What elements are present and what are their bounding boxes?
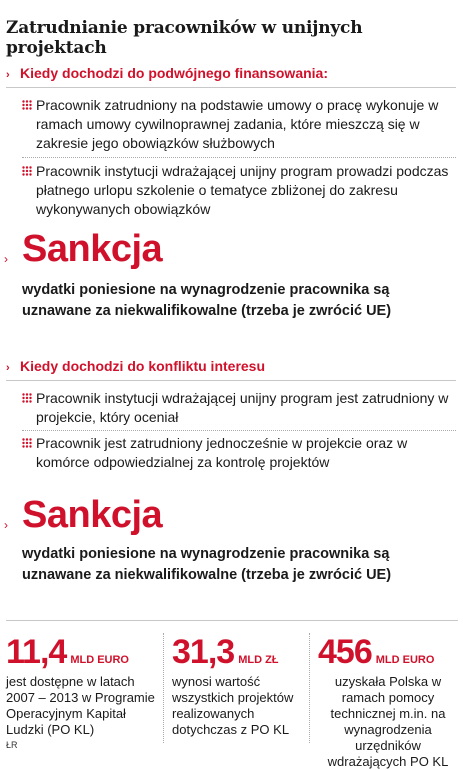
list-item-text: Pracownik instytucji wdrażającej unijny program jest zatrudniony w projekcie, który oceniał [36, 390, 449, 425]
divider [309, 633, 310, 743]
stat-unit: MLD EURO [70, 654, 129, 666]
divider [22, 430, 456, 431]
stat-unit: MLD ZŁ [238, 654, 279, 666]
page-title: Zatrudnianie pracowników w unijnych projektach [6, 18, 363, 58]
section-heading-text: Kiedy dochodzi do podwójnego finansowania: [20, 65, 328, 81]
divider [6, 620, 458, 621]
dots-grid-icon [22, 438, 32, 448]
stat-block [172, 633, 302, 738]
list-item-text: Pracownik instytucji wdrażającej unijny program prowadzi podczas płatnego urlopu szkolenie o tematyce zbliżonej do zakresu wykonywanych obowiązków [36, 163, 449, 217]
stat-number: 31,3 [172, 633, 235, 671]
list-item-text: Pracownik jest zatrudniony jednocześnie w projekcie oraz w komórce odpowiedzialnej za kontrolę projektów [36, 435, 408, 470]
chevron-right-icon: › [4, 252, 8, 266]
section-heading-conflict-of-interest [6, 358, 456, 381]
stat-unit: MLD EURO [375, 654, 435, 666]
dots-grid-icon [22, 166, 32, 176]
sanction-description: wydatki poniesione na wynagrodzenie pracownika są uznawane za niekwalifikowalne (trzeba je zwrócić UE) [22, 282, 392, 319]
chevron-right-icon: › [4, 518, 8, 532]
divider [163, 633, 164, 743]
sanction-title: Sankcja [22, 228, 163, 270]
source-credit: ŁR [6, 740, 18, 750]
stat-description: wynosi wartość wszystkich projektów realizowanych dotychczas z PO KL [172, 674, 294, 737]
list-item-text: Pracownik zatrudniony na podstawie umowy o pracę wykonuje w ramach umowy cywilnoprawnej zadania, które mieszczą się w zakresie jego obowiązków służbowych [36, 97, 439, 151]
divider [22, 157, 456, 158]
section-heading-text: Kiedy dochodzi do konfliktu interesu [20, 358, 266, 374]
stat-block [6, 633, 156, 738]
dots-grid-icon [22, 100, 32, 110]
chevron-right-icon: › [6, 362, 10, 374]
sanction-description: wydatki poniesione na wynagrodzenie pracownika są uznawane za niekwalifikowalne (trzeba je zwrócić UE) [22, 546, 392, 583]
stat-description: jest dostępne w latach 2007 – 2013 w Programie Operacyjnym Kapitał Ludzki (PO KL) [6, 674, 155, 737]
stat-number: 11,4 [6, 633, 67, 671]
stat-number: 456 [318, 633, 372, 671]
sanction-title: Sankcja [22, 494, 163, 536]
chevron-right-icon: › [6, 69, 10, 81]
stat-block [318, 633, 458, 770]
section-heading-double-financing [6, 65, 456, 88]
stat-description: uzyskała Polska w ramach pomocy technicznej m.in. na wynagrodzenia urzędników wdrażających PO KL [327, 674, 449, 769]
dots-grid-icon [22, 393, 32, 403]
